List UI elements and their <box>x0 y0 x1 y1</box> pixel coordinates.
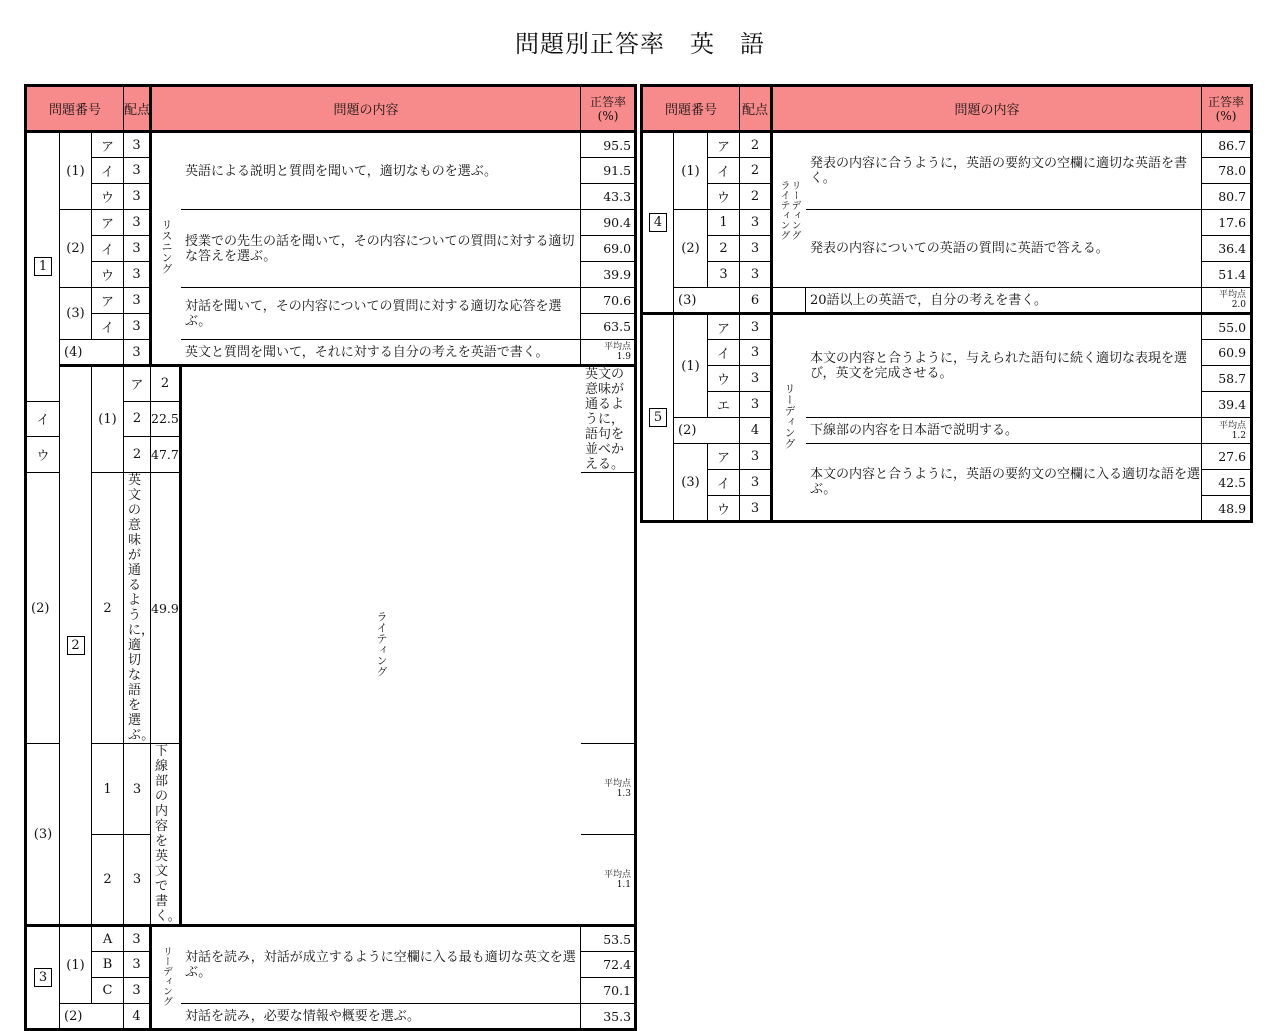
q2-part2-label: (2) <box>26 473 92 744</box>
header-rate-label: 正答率 <box>590 94 627 109</box>
left-results-table <box>24 84 637 1031</box>
rate-cell: 27.6 <box>1202 444 1252 470</box>
points-cell: 3 <box>124 184 151 210</box>
q1-part2-label: (2) <box>60 210 92 288</box>
sub-label: 3 <box>708 262 740 288</box>
q1-part1-label: (1) <box>60 132 92 210</box>
table-row <box>26 132 636 158</box>
q3-part2-label: (2) <box>60 1004 124 1030</box>
header-content: 問題の内容 <box>151 86 581 132</box>
q5-part2-label: (2) <box>674 418 740 444</box>
rate-cell: 35.3 <box>581 1004 636 1030</box>
rate-cell: 17.6 <box>1202 210 1252 236</box>
right-results-table <box>640 84 1253 523</box>
q5-part3-label: (3) <box>674 444 708 522</box>
table-row <box>26 366 636 402</box>
rate-cell: 90.4 <box>581 210 636 236</box>
points-cell: 2 <box>151 366 181 402</box>
q3-part1-content: 対話を読み，対話が成立するように空欄に入る最も適切な英文を選ぶ。 <box>181 926 581 1004</box>
points-cell: 2 <box>92 473 124 744</box>
q5-part2-content: 下線部の内容を日本語で説明する。 <box>806 418 1202 444</box>
q4-part3-content: 20語以上の英語で，自分の考えを書く。 <box>806 288 1202 314</box>
sub-label: エ <box>708 392 740 418</box>
sub-label: イ <box>92 158 124 184</box>
q2-part3-label: (3) <box>26 744 60 926</box>
sub-label: ア <box>708 444 740 470</box>
q2-category: ライティング <box>181 366 581 926</box>
sub-label: イ <box>708 470 740 496</box>
rate-cell: 39.9 <box>581 262 636 288</box>
average-value: 1.9 <box>616 352 632 362</box>
q4-category-b: リーディング <box>789 180 801 240</box>
header-problem-number: 問題番号 <box>642 86 740 132</box>
points-cell: 3 <box>740 444 772 470</box>
q5-part1-content: 本文の内容と合うように，与えられた語句に続く適切な表現を選び，英文を完成させる。 <box>806 314 1202 418</box>
q1-part1-content: 英語による説明と質問を聞いて，適切なものを選ぶ。 <box>181 132 581 210</box>
rate-cell: 69.0 <box>581 236 636 262</box>
q1-part4-content: 英文と質問を聞いて，それに対する自分の考えを英語で書く。 <box>181 340 581 366</box>
table-row <box>642 132 1252 158</box>
rate-cell: 43.3 <box>581 184 636 210</box>
sub-label: イ <box>708 340 740 366</box>
average-value: 1.3 <box>616 789 632 799</box>
q1-part4-label: (4) <box>60 340 124 366</box>
q5-category: リーディング <box>772 314 806 522</box>
table-row <box>26 926 636 952</box>
q2-part3-content: 下線部の内容を英文で書く。 <box>151 744 181 926</box>
rate-cell: 70.6 <box>581 288 636 314</box>
rate-cell: 95.5 <box>581 132 636 158</box>
header-content: 問題の内容 <box>772 86 1202 132</box>
points-cell: 3 <box>124 926 151 952</box>
q4-part1-content: 発表の内容に合うように，英語の要約文の空欄に適切な英語を書く。 <box>806 132 1202 210</box>
points-cell: 3 <box>124 835 151 926</box>
question-3-number: 3 <box>26 926 60 1030</box>
points-cell: 3 <box>124 236 151 262</box>
sub-label: ア <box>92 132 124 158</box>
q4-category <box>772 132 806 288</box>
header-row <box>26 86 636 132</box>
average-cell <box>1202 288 1252 314</box>
q1-part3-content: 対話を聞いて，その内容についての質問に対する適切な応答を選ぶ。 <box>181 288 581 340</box>
q4-part2-content: 発表の内容についての英語の質問に英語で答える。 <box>806 210 1202 288</box>
points-cell: 3 <box>740 210 772 236</box>
table-row <box>642 288 1252 314</box>
rate-cell: 53.5 <box>581 926 636 952</box>
rate-cell: 51.4 <box>1202 262 1252 288</box>
q5-part1-label: (1) <box>674 314 708 418</box>
sub-label: イ <box>26 401 60 437</box>
header-points: 配点 <box>124 86 151 132</box>
average-label: 平均点 <box>604 779 632 789</box>
q4-part1-label: (1) <box>674 132 708 210</box>
sub-label: イ <box>92 314 124 340</box>
points-cell: 3 <box>740 236 772 262</box>
q1-part2-content: 授業での先生の話を聞いて，その内容についての質問に対する適切な答えを選ぶ。 <box>181 210 581 288</box>
points-cell: 3 <box>740 496 772 522</box>
header-rate-unit: (%) <box>597 108 619 123</box>
rate-cell: 86.7 <box>1202 132 1252 158</box>
points-cell: 2 <box>740 184 772 210</box>
rate-cell: 42.5 <box>1202 470 1252 496</box>
table-row <box>26 340 636 366</box>
average-cell <box>1202 418 1252 444</box>
points-cell: 3 <box>124 314 151 340</box>
q1-part3-label: (3) <box>60 288 92 340</box>
rate-cell: 39.4 <box>1202 392 1252 418</box>
header-rate <box>1202 86 1252 132</box>
average-cell <box>581 340 636 366</box>
sub-label: ウ <box>708 496 740 522</box>
rate-cell: 49.9 <box>151 473 181 744</box>
table-row <box>26 288 636 314</box>
q2-part1-content: 英文の意味が通るように，語句を並べかえる。 <box>581 366 636 473</box>
q2-part1-label: (1) <box>92 366 124 473</box>
header-rate-label: 正答率 <box>1208 94 1245 109</box>
average-value: 1.1 <box>616 879 632 890</box>
points-cell: 4 <box>740 418 772 444</box>
q4-category-a: ライティング <box>778 180 790 240</box>
q2-part2-content: 英文の意味が通るように，適切な語を選ぶ。 <box>124 473 151 744</box>
points-cell: 3 <box>124 288 151 314</box>
header-problem-number: 問題番号 <box>26 86 124 132</box>
points-cell: 3 <box>740 470 772 496</box>
average-label: 平均点 <box>604 342 632 352</box>
header-points: 配点 <box>740 86 772 132</box>
table-row <box>26 210 636 236</box>
rate-cell: 80.7 <box>1202 184 1252 210</box>
table-row <box>642 210 1252 236</box>
rate-cell: 63.5 <box>581 314 636 340</box>
sub-label: C <box>92 978 124 1004</box>
rate-cell: 58.7 <box>1202 366 1252 392</box>
sub-label: 2 <box>708 236 740 262</box>
rate-cell: 48.9 <box>1202 496 1252 522</box>
points-cell: 3 <box>740 392 772 418</box>
sub-label: ア <box>92 210 124 236</box>
table-row <box>26 1004 636 1030</box>
sub-label: イ <box>708 158 740 184</box>
points-cell: 3 <box>124 262 151 288</box>
sub-label: ウ <box>92 262 124 288</box>
rate-cell: 91.5 <box>581 158 636 184</box>
points-cell: 3 <box>740 262 772 288</box>
points-cell: 2 <box>740 158 772 184</box>
table-row <box>642 314 1252 340</box>
page-title: 問題別正答率 英 語 <box>515 30 765 58</box>
points-cell: 3 <box>124 744 151 835</box>
table-row <box>642 444 1252 470</box>
rate-cell: 36.4 <box>1202 236 1252 262</box>
points-cell: 3 <box>124 158 151 184</box>
points-cell: 3 <box>124 978 151 1004</box>
header-rate <box>581 86 636 132</box>
rate-cell: 22.5 <box>151 401 181 437</box>
sub-label: B <box>92 952 124 978</box>
points-cell: 2 <box>124 401 151 437</box>
sub-label: ウ <box>708 366 740 392</box>
q3-part1-label: (1) <box>60 926 92 1004</box>
points-cell: 4 <box>124 1004 151 1030</box>
points-cell: 3 <box>124 340 151 366</box>
sub-label: ア <box>708 314 740 340</box>
sub-label: ア <box>92 288 124 314</box>
sub-label: 1 <box>708 210 740 236</box>
rate-cell: 70.1 <box>581 978 636 1004</box>
rate-cell: 60.9 <box>1202 340 1252 366</box>
sub-label: 1 <box>92 744 124 835</box>
q3-category: リーディング <box>151 926 181 1030</box>
table-row <box>642 418 1252 444</box>
points-cell: 3 <box>740 340 772 366</box>
average-label: 平均点 <box>1219 420 1247 431</box>
average-value: 2.0 <box>1231 300 1247 310</box>
average-cell <box>581 835 636 926</box>
header-row <box>642 86 1252 132</box>
sub-label: A <box>92 926 124 952</box>
rate-cell: 55.0 <box>1202 314 1252 340</box>
points-cell: 3 <box>124 952 151 978</box>
points-cell: 6 <box>740 288 772 314</box>
average-label: 平均点 <box>604 869 632 880</box>
question-4-number: 4 <box>642 132 674 314</box>
sub-label: ア <box>124 366 151 402</box>
points-cell: 3 <box>740 366 772 392</box>
rate-cell: 78.0 <box>1202 158 1252 184</box>
q4-part3-label: (3) <box>674 288 740 314</box>
question-1-number: 1 <box>26 132 60 402</box>
rate-cell: 72.4 <box>581 952 636 978</box>
question-2-number: 2 <box>60 366 92 926</box>
points-cell: 2 <box>740 132 772 158</box>
header-rate-unit: (%) <box>1215 108 1237 123</box>
points-cell: 3 <box>740 314 772 340</box>
average-cell <box>581 744 636 835</box>
q1-category: リスニング <box>151 132 181 366</box>
sub-label: ウ <box>26 437 60 473</box>
sub-label: ウ <box>708 184 740 210</box>
average-label: 平均点 <box>1219 290 1247 300</box>
sub-label: イ <box>92 236 124 262</box>
q4-part3-category-blank <box>772 288 806 314</box>
rate-cell: 47.7 <box>151 437 181 473</box>
points-cell: 3 <box>124 210 151 236</box>
points-cell: 2 <box>124 437 151 473</box>
sub-label: ア <box>708 132 740 158</box>
sub-label: ウ <box>92 184 124 210</box>
average-value: 1.2 <box>1231 430 1247 441</box>
q5-part3-content: 本文の内容と合うように，英語の要約文の空欄に入る適切な語を選ぶ。 <box>806 444 1202 522</box>
sub-label: 2 <box>92 835 124 926</box>
q4-part2-label: (2) <box>674 210 708 288</box>
q3-part2-content: 対話を読み，必要な情報や概要を選ぶ。 <box>181 1004 581 1030</box>
question-5-number: 5 <box>642 314 674 522</box>
points-cell: 3 <box>124 132 151 158</box>
